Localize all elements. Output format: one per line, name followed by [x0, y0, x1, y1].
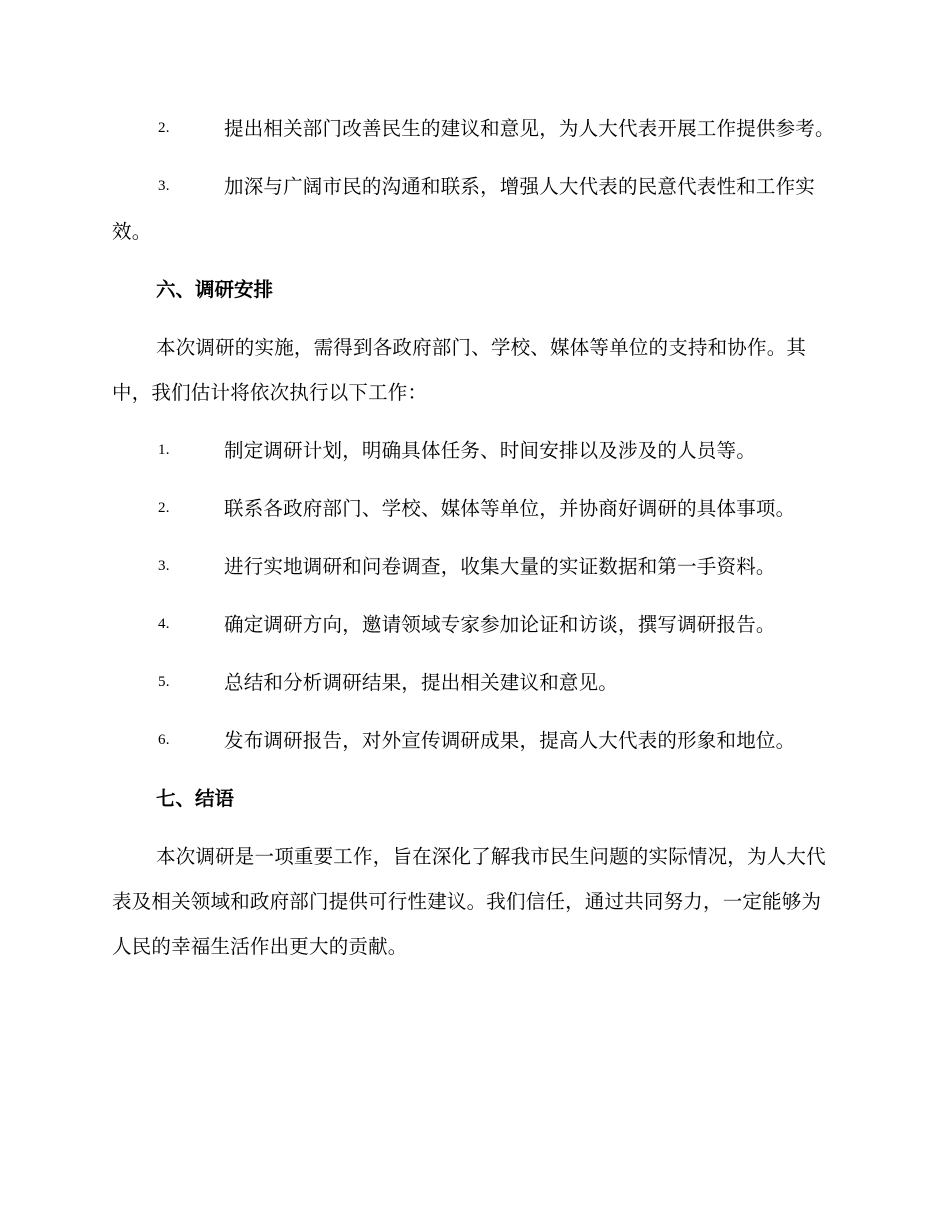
list-number: 2.	[158, 500, 170, 516]
list-item	[112, 164, 836, 254]
list-item	[112, 106, 836, 151]
list-text: 确定调研方向，邀请领域专家参加论证和访谈，撰写调研报告。	[224, 613, 776, 636]
list-item	[112, 486, 836, 531]
list-item	[112, 660, 836, 705]
list-number: 6.	[158, 732, 170, 748]
section-heading-arrangement: 六、调研安排	[156, 278, 274, 301]
conclusion-paragraph: 本次调研是一项重要工作，旨在深化了解我市民生问题的实际情况，为人大代表及相关领域和政府部门提供可行性建议。我们信任，通过共同努力，一定能够为人民的幸福生活作出更大的贡献。	[112, 845, 826, 958]
document-page	[112, 106, 836, 982]
list-text: 进行实地调研和问卷调查，收集大量的实证数据和第一手资料。	[224, 555, 776, 578]
section-intro-paragraph: 本次调研的实施，需得到各政府部门、学校、媒体等单位的支持和协作。其中，我们估计将依次执行以下工作：	[112, 336, 807, 404]
list-item	[112, 602, 836, 647]
list-number: 3.	[158, 178, 170, 194]
list-text: 制定调研计划，明确具体任务、时间安排以及涉及的人员等。	[224, 439, 756, 462]
list-number: 1.	[158, 442, 170, 458]
list-item	[112, 718, 836, 763]
list-item	[112, 428, 836, 473]
list-item	[112, 544, 836, 589]
list-text: 联系各政府部门、学校、媒体等单位，并协商好调研的具体事项。	[224, 497, 796, 520]
list-text: 提出相关部门改善民生的建议和意见，为人大代表开展工作提供参考。	[224, 117, 835, 140]
section-heading-conclusion: 七、结语	[156, 787, 235, 810]
list-number: 2.	[158, 120, 170, 136]
list-text: 总结和分析调研结果，提出相关建议和意见。	[224, 671, 619, 694]
list-number: 5.	[158, 674, 170, 690]
list-number: 4.	[158, 616, 170, 632]
list-text: 加深与广阔市民的沟通和联系，增强人大代表的民意代表性和工作实效。	[112, 175, 816, 243]
list-text: 发布调研报告，对外宣传调研成果，提高人大代表的形象和地位。	[224, 729, 796, 752]
list-number: 3.	[158, 558, 170, 574]
